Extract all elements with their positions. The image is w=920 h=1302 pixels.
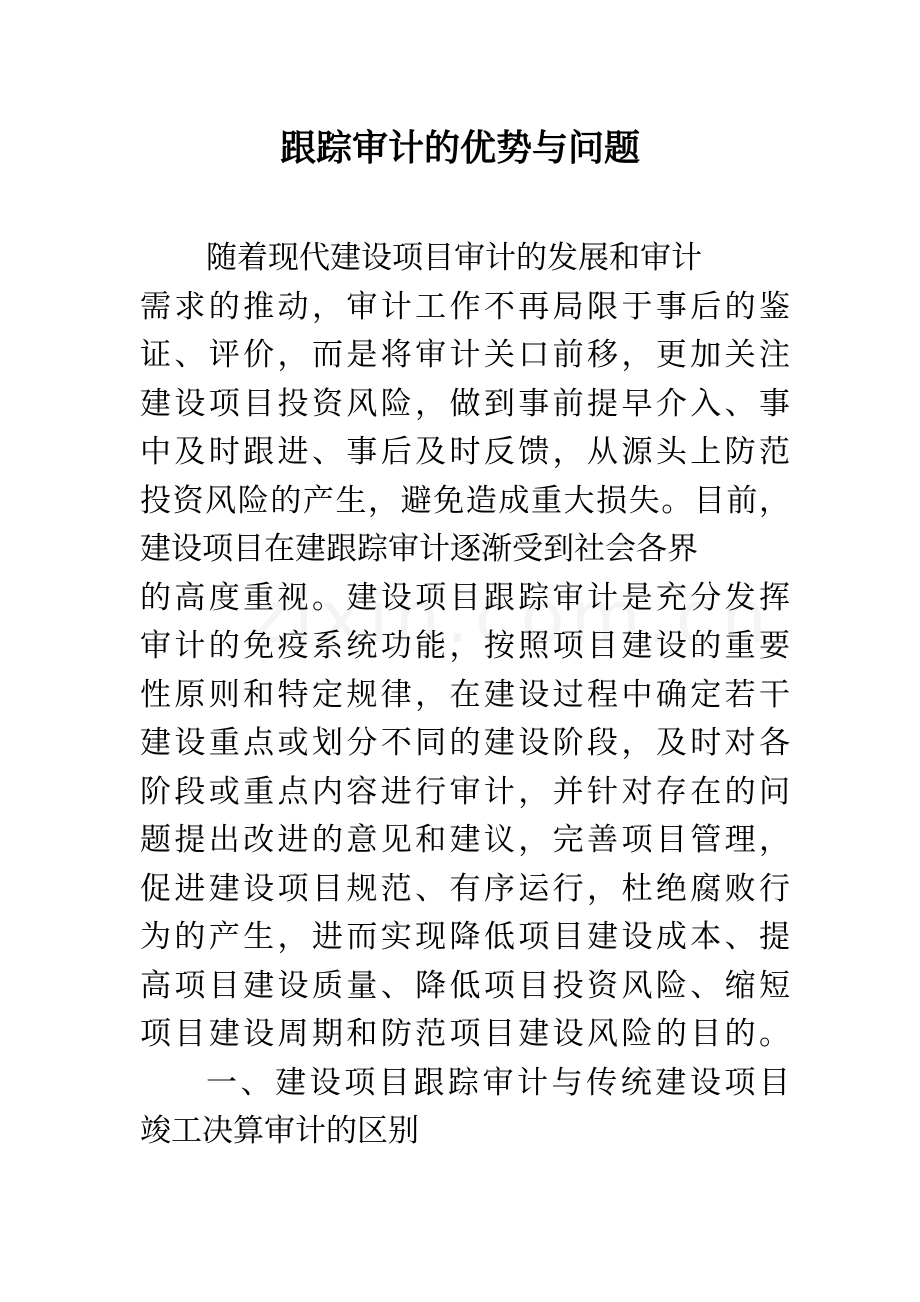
body-line: 高项目建设质量、降低项目投资风险、缩短	[140, 967, 790, 1004]
body-line: 随着现代建设项目审计的发展和审计	[206, 240, 702, 276]
body-line: 阶段或重点内容进行审计，并针对存在的问	[140, 773, 790, 810]
section-heading-line: 竣工决算审计的区别	[140, 1113, 419, 1149]
body-line: 项目建设周期和防范项目建设风险的目的。	[140, 1016, 790, 1052]
body-line: 中及时跟进、事后及时反馈，从源头上防范	[140, 434, 790, 470]
body-line: 审计的免疫系统功能，按照项目建设的重要	[140, 628, 790, 664]
body-line: 需求的推动，审计工作不再局限于事后的鉴	[140, 288, 790, 325]
body-line: 建设项目投资风险，做到事前提早介入、事	[140, 385, 790, 422]
body-line: 建设重点或划分不同的建设阶段，及时对各	[140, 725, 790, 761]
body-line: 建设项目在建跟踪审计逐渐受到社会各界	[140, 531, 698, 567]
section-heading-line: 一、建设项目跟踪审计与传统建设项目	[206, 1064, 790, 1101]
body-line: 性原则和特定规律，在建设过程中确定若干	[140, 676, 790, 713]
body-line: 证、评价，而是将审计关口前移，更加关注	[140, 337, 790, 373]
document-body	[140, 234, 790, 1156]
body-line: 的高度重视。建设项目跟踪审计是充分发挥	[140, 579, 790, 616]
body-line: 投资风险的产生，避免造成重大损失。目前，	[140, 482, 790, 519]
body-line: 为的产生，进而实现降低项目建设成本、提	[140, 919, 790, 955]
body-line: 题提出改进的意见和建议，完善项目管理，	[140, 822, 790, 858]
body-line: 促进建设项目规范、有序运行，杜绝腐败行	[140, 870, 790, 907]
page-title: 跟踪审计的优势与问题	[279, 128, 640, 169]
